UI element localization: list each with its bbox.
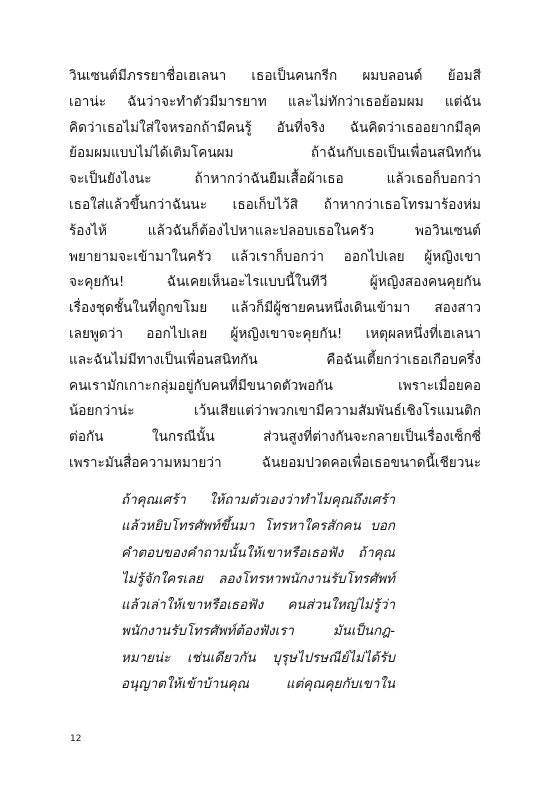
paragraph-line: ต่อกัน ในกรณีนั้น ส่วนสูงที่ต่างกันจะกลายเป็นเรื่องเซ็กซี่ [69, 429, 481, 446]
paragraph-line: เอาน่ะ ฉันว่าจะทำตัวมีมารยาท และไม่ทักว่าเธอย้อมผม แต่ฉัน [69, 93, 481, 110]
quote-line: พนักงานรับโทรศัพท์ต้องฟังเรา มันเป็นกฎ- [121, 624, 395, 640]
quote-line: ไม่รู้จักใครเลย ลองโทรหาพนักงานรับโทรศัพท์ [121, 571, 395, 587]
quote-line: แล้วเล่าให้เขาหรือเธอฟัง คนส่วนใหญ่ไม่รู้ว่า [121, 598, 395, 614]
paragraph-line: วินเซนต์มีภรรยาชื่อเฮเลนา เธอเป็นคนกรีก ผมบลอนด์ ย้อมสี [69, 68, 481, 84]
paragraph-line: และฉันไม่มีทางเป็นเพื่อนสนิทกัน คือฉันเตี้ยกว่าเธอเกือบครึ่ง [69, 351, 481, 368]
paragraph-line: ย้อมผมแบบไม่ได้เติมโคนผม ถ้าฉันกับเธอเป็นเพื่อนสนิทกัน [69, 145, 481, 162]
quote-line: อนุญาตให้เข้าบ้านคุณ แต่คุณคุยกับเขาใน [121, 677, 395, 693]
quote-line: หมายน่ะ เช่นเดียวกัน บุรุษไปรษณีย์ไม่ได้รับ [121, 650, 395, 666]
quote-line: ถ้าคุณเศร้า ให้ถามตัวเองว่าทำไมคุณถึงเศร้า [121, 493, 395, 508]
paragraph-line: เพราะมันสื่อความหมายว่า ฉันยอมปวดคอเพื่อเธอขนาดนี้เชียวนะ [69, 454, 481, 471]
paragraph-line: เลยพูดว่า ออกไปเลย ผู้หญิงเขาจะคุยกัน! เหตุผลหนึ่งที่เฮเลนา [69, 325, 481, 342]
paragraph-line: จะคุยกัน! ฉันเคยเห็นอะไรแบบนี้ในทีวี ผู้หญิงสองคนคุยกัน [69, 274, 481, 291]
paragraph-line: พยายามจะเข้ามาในครัว แล้วเราก็บอกว่า ออกไปเลย ผู้หญิงเขา [69, 248, 481, 265]
paragraph-line: เรื่องชุดชั้นในที่ถูกขโมย แล้วก็มีผู้ชายคนหนึ่งเดินเข้ามา สองสาว [69, 300, 481, 317]
paragraph-line: ร้องไห้ แล้วฉันก็ต้องไปหาและปลอบเธอในครัว พอวินเซนต์ [69, 222, 481, 239]
body-paragraph [69, 64, 481, 477]
quote-line: คำตอบของคำถามนั้นให้เขาหรือเธอฟัง ถ้าคุณ [121, 545, 395, 561]
paragraph-line: คิดว่าเธอไม่ใส่ใจหรอกถ้ามีคนรู้ อันที่จริง ฉันคิดว่าเธออยากมีลุค [69, 119, 481, 136]
paragraph-line: คนเรามักเกาะกลุ่มอยู่กับคนที่มีขนาดตัวพอกัน เพราะเมื่อยคอ [69, 377, 481, 394]
paragraph-line: เธอใส่แล้วขึ้นกว่าฉันนะ เธอเก็บไว้สิ ถ้าหากว่าเธอโทรมาร้องห่ม [69, 196, 481, 213]
page-number: 12 [70, 734, 82, 744]
italic-quote-block [121, 488, 395, 698]
paragraph-line: จะเป็นยังไงนะ ถ้าหากว่าฉันยืมเสื้อผ้าเธอ แล้วเธอก็บอกว่า [69, 171, 481, 188]
paragraph-line: น้อยกว่าน่ะ เว้นเสียแต่ว่าพวกเขามีความสัมพันธ์เชิงโรแมนติก [69, 403, 481, 420]
quote-line: แล้วหยิบโทรศัพท์ขึ้นมา โทรหาใครสักคน บอก [121, 519, 395, 535]
